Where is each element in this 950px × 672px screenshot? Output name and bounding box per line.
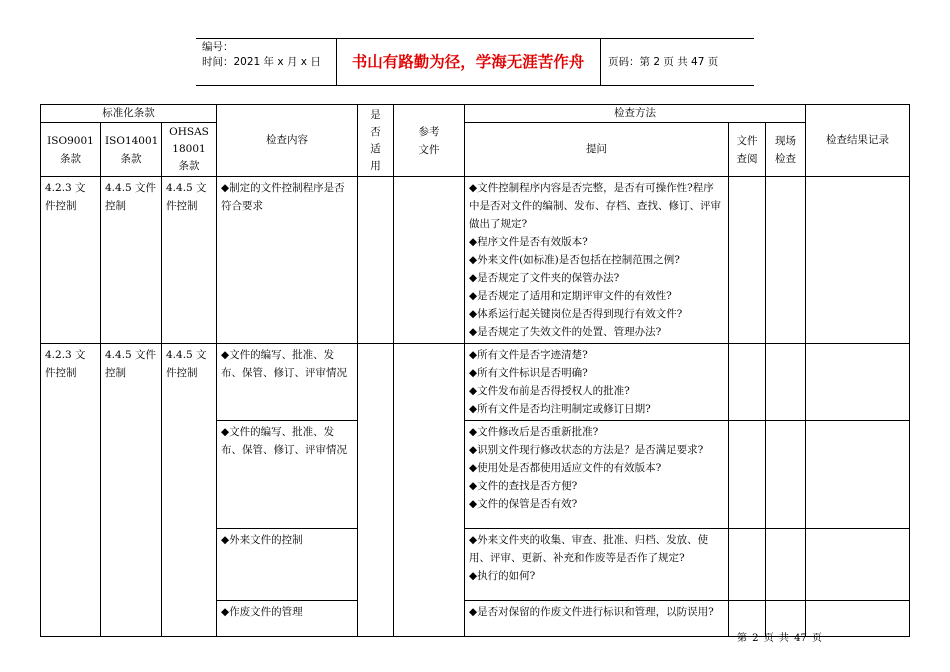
header-meta <box>202 40 321 70</box>
ohsas-clause: 4.4.5 文件控制 <box>166 349 207 379</box>
reference-cell <box>394 177 465 344</box>
check-content: ◆制定的文件控制程序是否符合要求 <box>221 182 345 212</box>
doc-review-cell <box>729 421 766 529</box>
check-content: ◆外来文件的控制 <box>221 534 303 546</box>
header-applicable-label: 是否适用 <box>370 108 381 172</box>
iso14001-clause: 4.4.5 文件控制 <box>105 182 157 212</box>
result-cell <box>806 421 910 529</box>
check-content-cell <box>217 344 358 421</box>
question-item: ◆执行的如何? <box>469 570 536 582</box>
question-item: ◆所有文件是否均注明制定或修订日期? <box>469 403 651 415</box>
iso14001-clause: 4.4.5 文件控制 <box>105 349 157 379</box>
question-item: ◆文件修改后是否重新批准? <box>469 426 599 438</box>
question-item: ◆所有文件标识是否明确? <box>469 367 588 379</box>
header-standard-clauses: 标准化条款 <box>41 105 217 123</box>
question-cell <box>465 344 729 421</box>
question-item: ◆体系运行起关键岗位是否得到现行有效文件? <box>469 308 683 320</box>
question-item: ◆文件控制程序内容是否完整，是否有可操作性?程序中是否对文件的编制、发布、存档、查找、修订、评审做出了规定? <box>469 182 721 230</box>
ohsas-clause: 4.4.5 文件控制 <box>166 182 207 212</box>
header-motto: 书山有路勤为径，学海无涯苦作舟 <box>351 53 585 71</box>
question-list <box>465 529 728 587</box>
header-question: 提问 <box>465 123 729 177</box>
header-ohsas-label: OHSAS 18001 条款 <box>169 126 209 172</box>
check-content-cell <box>217 177 358 344</box>
header-applicable <box>358 105 394 177</box>
question-list <box>465 177 728 343</box>
document-time-label: 时间：2021 年 x 月 x 日 <box>202 56 321 68</box>
page-footer: 第 2 页 共 47 页 <box>737 633 822 644</box>
check-content: ◆文件的编写、批准、发布、保管、修订、评审情况 <box>221 426 347 456</box>
site-check-cell <box>766 344 806 421</box>
header-doc-review-label: 文件查阅 <box>736 134 758 165</box>
question-list <box>465 421 728 515</box>
site-check-cell <box>766 177 806 344</box>
result-cell <box>806 177 910 344</box>
applicable-cell <box>358 177 394 344</box>
table-row <box>41 177 910 344</box>
header-iso14001 <box>101 123 162 177</box>
iso14001-clause-cell <box>101 344 162 637</box>
doc-review-cell <box>729 177 766 344</box>
question-item: ◆文件发布前是否得授权人的批准? <box>469 385 630 397</box>
check-content-cell <box>217 421 358 529</box>
question-item: ◆使用处是否都使用适应文件的有效版本? <box>469 462 662 474</box>
header-page-label: 页码：第 2 页 共 47 页 <box>608 56 719 68</box>
question-item: ◆文件的保管是否有效? <box>469 498 578 510</box>
document-number-label: 编号： <box>202 41 234 53</box>
header-result: 检查结果记录 <box>806 105 910 177</box>
question-item: ◆是否规定了适用和定期评审文件的有效性? <box>469 290 672 302</box>
reference-cell <box>394 344 465 637</box>
question-item: ◆所有文件是否字迹清楚? <box>469 349 588 361</box>
question-item: ◆是否规定了文件夹的保管办法? <box>469 272 620 284</box>
check-content-cell <box>217 601 358 637</box>
question-list <box>465 601 728 623</box>
inspection-table <box>40 104 910 637</box>
header-check-method: 检查方法 <box>465 105 806 123</box>
document-header <box>196 38 754 86</box>
header-iso9001 <box>41 123 101 177</box>
question-cell <box>465 601 729 637</box>
check-content: ◆文件的编写、批准、发布、保管、修订、评审情况 <box>221 349 347 379</box>
iso9001-clause-cell <box>41 344 101 637</box>
ohsas-clause-cell <box>162 344 217 637</box>
result-cell <box>806 529 910 601</box>
header-site-check-label: 现场检查 <box>775 134 796 165</box>
result-cell <box>806 344 910 421</box>
applicable-cell <box>358 344 394 637</box>
table-row <box>41 344 910 421</box>
ohsas-clause-cell <box>162 177 217 344</box>
site-check-cell <box>766 529 806 601</box>
header-iso14001-label: ISO14001 条款 <box>105 134 159 165</box>
question-item: ◆外来文件(如标准)是否包括在控制范围之例? <box>469 254 680 266</box>
iso9001-clause-cell <box>41 177 101 344</box>
doc-review-cell <box>729 529 766 601</box>
question-cell <box>465 529 729 601</box>
header-check-content: 检查内容 <box>217 105 358 177</box>
doc-review-cell <box>729 344 766 421</box>
header-divider <box>600 38 601 86</box>
question-cell <box>465 421 729 529</box>
header-ohsas <box>162 123 217 177</box>
header-reference <box>394 105 465 177</box>
iso14001-clause-cell <box>101 177 162 344</box>
question-list <box>465 344 728 420</box>
question-item: ◆是否规定了失效文件的处置、管理办法? <box>469 326 662 338</box>
question-item: ◆外来文件夹的收集、审查、批准、归档、发放、使用、评审、更新、补充和作废等是否作了规定? <box>469 534 709 564</box>
question-item: ◆是否对保留的作废文件进行标识和管理，以防误用? <box>469 606 714 618</box>
site-check-cell <box>766 421 806 529</box>
header-doc-review <box>729 123 766 177</box>
check-content-cell <box>217 529 358 601</box>
question-item: ◆识别文件现行修改状态的方法是？是否满足要求? <box>469 444 704 456</box>
question-item: ◆文件的查找是否方便? <box>469 480 578 492</box>
header-iso9001-label: ISO9001 条款 <box>47 134 94 165</box>
question-item: ◆程序文件是否有效版本? <box>469 236 588 248</box>
iso9001-clause: 4.2.3 文件控制 <box>45 349 86 379</box>
header-reference-label: 参考文件 <box>418 125 440 156</box>
check-content: ◆作废文件的管理 <box>221 606 303 618</box>
header-site-check <box>766 123 806 177</box>
question-cell <box>465 177 729 344</box>
iso9001-clause: 4.2.3 文件控制 <box>45 182 86 212</box>
